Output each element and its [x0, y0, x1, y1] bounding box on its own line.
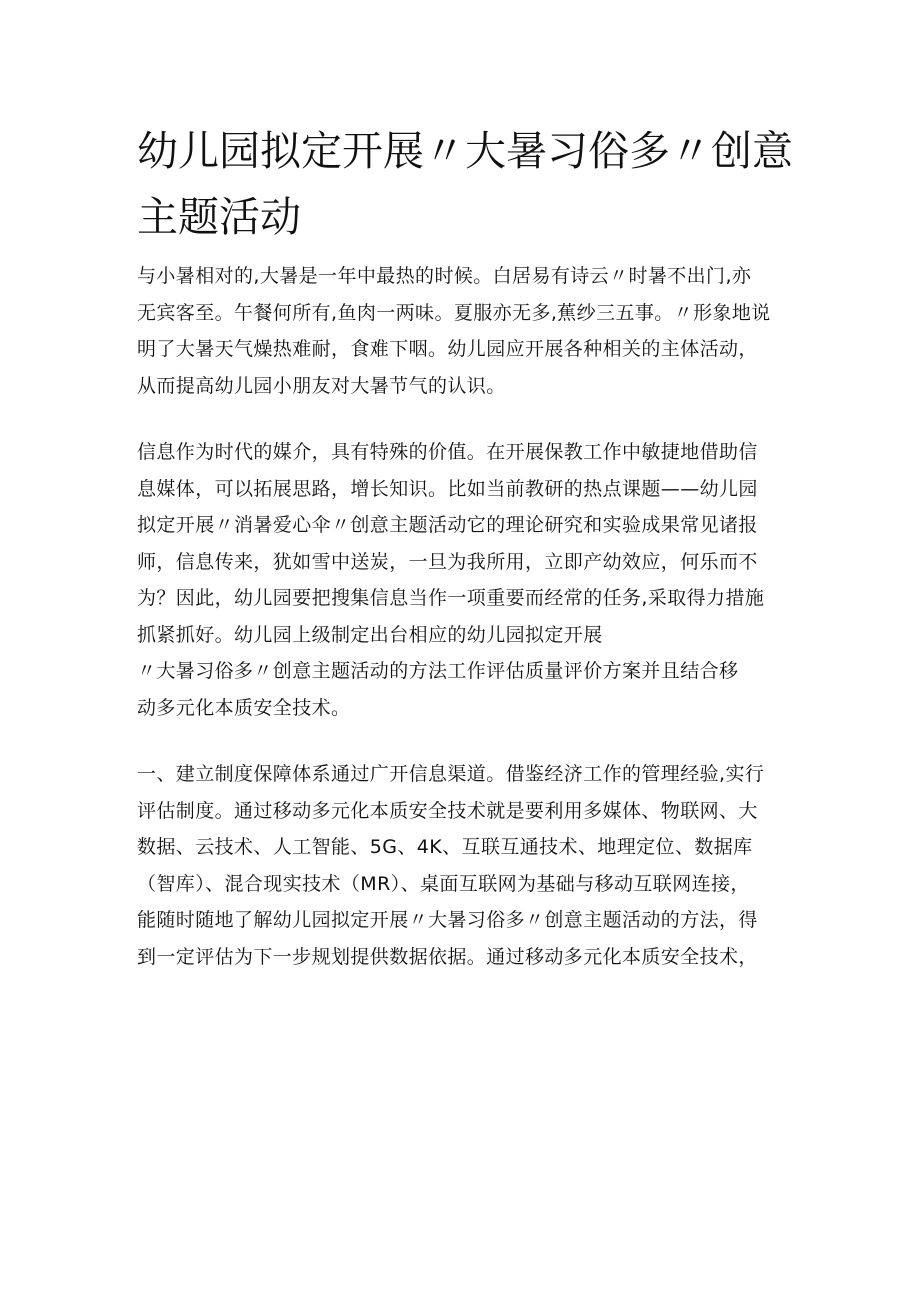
text-line: 从而提高幼儿园小朋友对大暑节气的认识。	[137, 374, 506, 397]
document-title	[137, 118, 792, 250]
text-line: 明了大暑天气燥热难耐，食难下咽。幼儿园应开展各种相关的主体活动，	[137, 338, 758, 360]
text-line: 能随时随地了解幼儿园拟定开展〃大暑习俗多〃创意主题活动的方法，得	[137, 909, 758, 931]
text-line: 评估制度。通过移动多元化本质安全技术就是要利用多媒体、物联网、大	[137, 799, 758, 822]
text-line: 无宾客至。午餐何所有,鱼肉一两味。夏服亦无多,蕉纱三五事。〃形象地说	[137, 301, 771, 324]
paragraph-section-one	[137, 756, 792, 975]
text-line: 息媒体，可以拓展思路，增长知识。比如当前教研的热点课题——幼儿园	[137, 477, 758, 500]
document-page	[137, 118, 792, 975]
title-line-1: 幼儿园拟定开展〃大暑习俗多〃创意	[137, 127, 793, 175]
text-line: 信息作为时代的媒介，具有特殊的价值。在开展保教工作中敏捷地借助信	[137, 441, 758, 463]
text-line: 动多元化本质安全技术。	[137, 696, 351, 719]
text-line: 师，信息传来，犹如雪中送炭，一旦为我所用，立即产幼效应，何乐而不	[137, 550, 758, 573]
text-line: 一、建立制度保障体系通过广开信息渠道。借鉴经济工作的管理经验,实行	[137, 763, 765, 785]
text-line: 〃大暑习俗多〃创意主题活动的方法工作评估质量评价方案并且结合移	[137, 660, 739, 682]
text-line: 与小暑相对的,大暑是一年中最热的时候。白居易有诗云〃时暑不出门,亦	[137, 265, 752, 287]
text-line: （智库）、混合现实技术（MR）、桌面互联网为基础与移动互联网连接，	[137, 872, 750, 895]
title-line-2: 主题活动	[137, 193, 301, 241]
paragraph-information	[137, 434, 792, 726]
text-line: 抓紧抓好。幼儿园上级制定出台相应的幼儿园拟定开展	[137, 623, 603, 646]
text-line: 数据、云技术、人工智能、5G、4K、互联互通技术、地理定位、数据库	[137, 836, 753, 858]
text-line: 拟定开展〃消暑爱心伞〃创意主题活动它的理论研究和实验成果常见诸报	[137, 514, 758, 536]
paragraph-intro	[137, 258, 792, 404]
text-line: 为？因此，幼儿园要把搜集信息当作一项重要而经常的任务,采取得力措施	[137, 587, 765, 609]
text-line: 到一定评估为下一步规划提供数据依据。通过移动多元化本质安全技术，	[137, 945, 758, 968]
